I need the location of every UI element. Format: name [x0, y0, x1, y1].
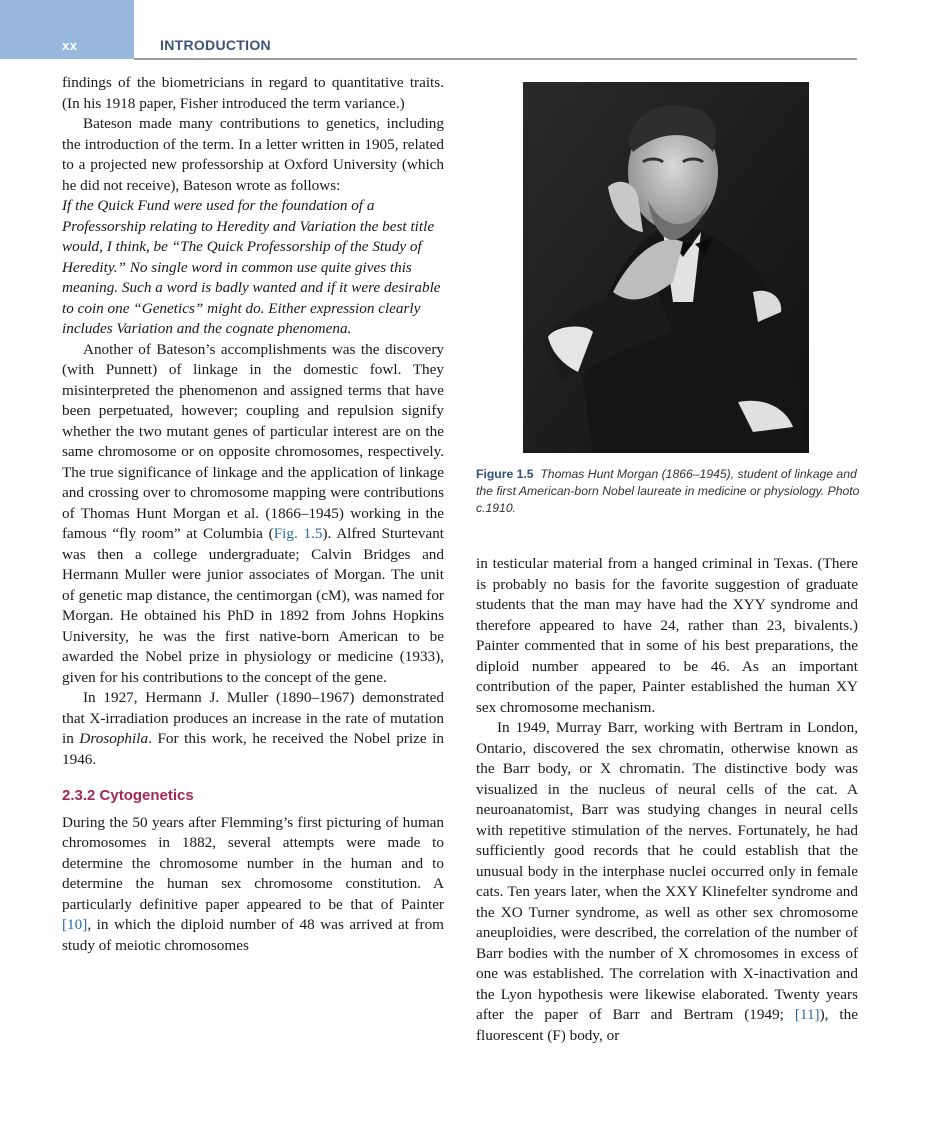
text-run: . For this work, he received the Nobel prize in 1946.	[62, 730, 444, 768]
paragraph	[62, 688, 444, 770]
right-column	[476, 554, 858, 1046]
portrait-photo	[523, 82, 809, 453]
running-title: INTRODUCTION	[160, 37, 271, 53]
paragraph: findings of the biometricians in regard to quantitative traits. (In his 1918 paper, Fisher introduced the term variance.)	[62, 74, 444, 112]
paragraph	[62, 340, 444, 689]
text-run: , in which the diploid number of 48 was arrived at from study of meiotic chromosomes	[62, 916, 444, 954]
citation-link[interactable]: [11]	[794, 1006, 820, 1023]
paragraph	[62, 813, 444, 957]
citation-link[interactable]: [10]	[62, 916, 88, 933]
section-heading: 2.3.2 Cytogenetics	[62, 787, 194, 804]
paragraph	[476, 718, 858, 1046]
page-number: xx	[62, 38, 78, 53]
text-run: During the 50 years after Flemming’s first picturing of human chromosomes in 1882, several attempts were made to determine the chromosome number in the human and to determine the human sex chromosome constitution. A particularly definitive paper appeared to be that of Painter	[62, 813, 444, 913]
italic-term: Drosophila	[79, 730, 149, 747]
figure-reference-link[interactable]: Fig. 1.5	[273, 525, 323, 542]
portrait-illustration	[523, 82, 809, 453]
header-rule	[134, 58, 857, 60]
text-run: ), the fluorescent (F) body, or	[476, 1006, 858, 1044]
text-run: In 1927, Hermann J. Muller (1890–1967) demonstrated that X-irradiation produces an increase in the rate of mutation in	[62, 689, 444, 747]
text-run: Another of Bateson’s accomplishments was the discovery (with Punnett) of linkage in the domestic fowl. They misinterpreted the phenomenon and assigned terms that have been perpetuated, however; coupling and repulsion signify whether the two mutant genes of particular interest are on the same chromosome or on opposite chromosomes, respectively. The true significance of linkage and the application of linkage and crossing over to chromosome mapping were contributions of Thomas Hunt Morgan et al. (1866–1945) working in the famous “fly room” at Columbia (	[62, 340, 444, 542]
caption-text: Thomas Hunt Morgan (1866–1945), student of linkage and the first American-born Nobel laureate in medicine or physiology. Photo c.1910.	[476, 467, 860, 515]
block-quote: If the Quick Fund were used for the foundation of a Professorship relating to Heredity and Variation the best title would, I think, be “The Quick Professorship of the Study of Heredity.” No single word in common use quite gives this meaning. Such a word is badly wanted and if it were desirable to coin one “Genetics” might do. Either expression clearly includes Variation and the cognate phenomena.	[62, 197, 441, 337]
figure-label: Figure 1.5	[476, 467, 534, 481]
text-run: In 1949, Murray Barr, working with Bertram in London, Ontario, discovered the sex chromatin, otherwise known as the Barr body, or X chromatin. The distinctive body was visualized in the nucleus of neural cells of the cat. A neuroanatomist, Barr was studying changes in neural cells with repetitive stimulation of the nerves. Fortunately, he had sufficiently good records that he could establish that the unusual body in the interphase nuclei occurred only in female cats. Ten years later, when the XXY Klinefelter syndrome and the XO Turner syndrome, as well as other sex chromosome aneuploidies, were described, the correlation of the number of Barr bodies with the number of X chromosomes in excess of one was established. The correlation with X-inactivation and the Lyon hypothesis were likewise elaborated. Twenty years after the paper of Barr and Bertram (1949;	[476, 719, 858, 1023]
paragraph: Bateson made many contributions to genetics, including the introduction of the term. In a letter written in 1905, related to a projected new professorship at Oxford University (which he did not receive), Bateson wrote as follows:	[62, 115, 444, 194]
text-run: ). Alfred Sturtevant was then a college undergraduate; Calvin Bridges and Hermann Muller were junior associates of Morgan. The unit of genetic map distance, the centimorgan (cM), was named for Morgan. He obtained his PhD in 1892 from Johns Hopkins University, he was the first native-born American to be awarded the Nobel prize in physiology or medicine (1933), given for his contributions to the concept of the gene.	[62, 525, 445, 686]
paragraph: in testicular material from a hanged criminal in Texas. (There is probably no basis for the favorite suggestion of graduate students that the man may have had the XYY syndrome and therefore appeared to have 24, rather than 23, bivalents.) Painter commented that in some of his best preparations, the diploid number appeared to be 46. As an important contribution of the paper, Painter established the human XY sex chromosome mechanism.	[476, 555, 858, 716]
left-column	[62, 73, 444, 956]
figure-caption	[476, 466, 860, 517]
